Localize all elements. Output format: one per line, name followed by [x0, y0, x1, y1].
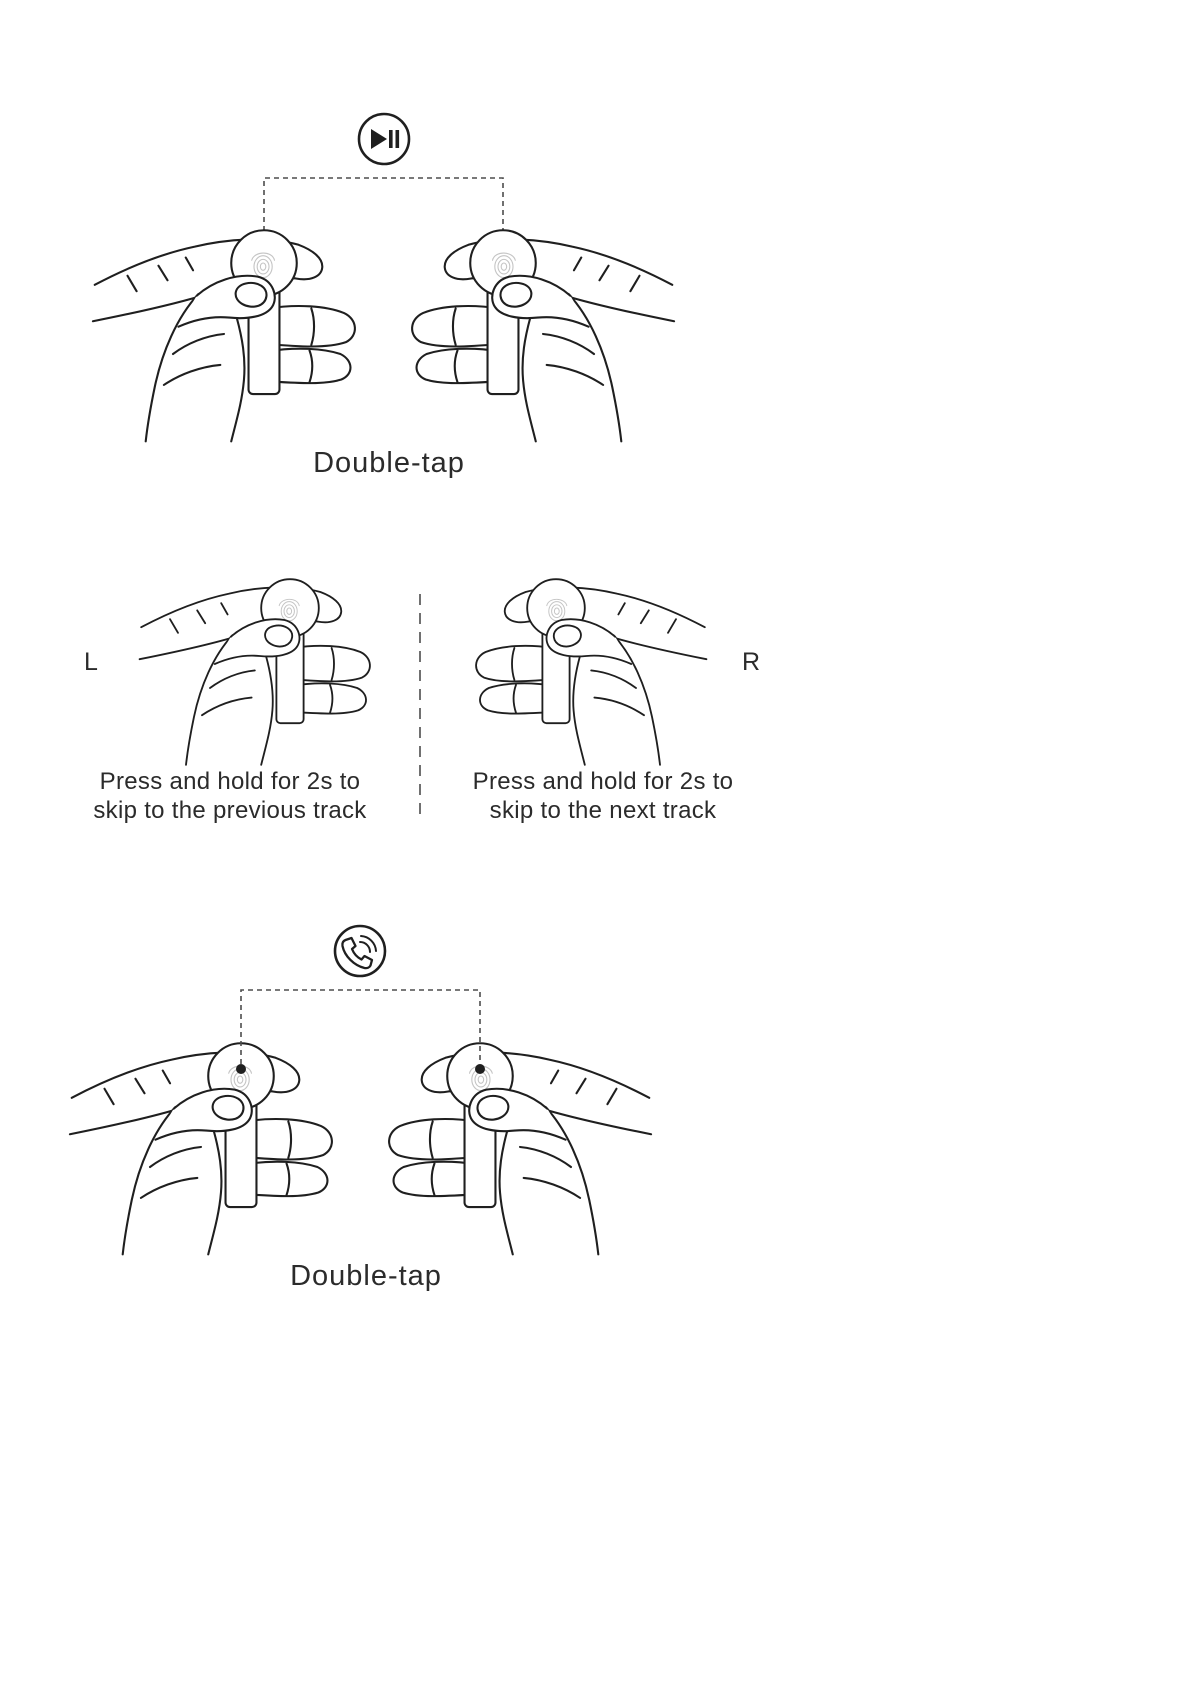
dashed-guide-line	[264, 178, 503, 231]
left-hand-holding-earbud	[140, 579, 370, 765]
play-triangle	[371, 129, 387, 149]
right-hand-holding-earbud	[412, 230, 674, 441]
pause-bar	[396, 130, 400, 148]
previous-track-caption-line2: skip to the previous track	[93, 797, 367, 824]
left-side-label: L	[84, 648, 98, 676]
next-track-caption-line2: skip to the next track	[489, 797, 717, 824]
phone-call-icon	[335, 926, 385, 976]
phone-handset	[342, 938, 372, 968]
dashed-guide-line	[241, 990, 480, 1064]
gesture-label: Double-tap	[313, 447, 465, 479]
play-pause-icon	[359, 114, 409, 164]
play-pause-section	[93, 114, 674, 479]
track-skip-section	[84, 579, 760, 824]
touch-point-dot	[475, 1064, 485, 1074]
touch-point-dot	[236, 1064, 246, 1074]
left-hand-holding-earbud	[93, 230, 355, 441]
next-track-caption-line1: Press and hold for 2s to	[472, 768, 734, 795]
pause-bar	[389, 130, 393, 148]
sound-wave-inner	[360, 942, 370, 952]
previous-track-caption-line1: Press and hold for 2s to	[99, 768, 361, 795]
right-hand-holding-earbud	[476, 579, 706, 765]
gesture-label: Double-tap	[290, 1260, 442, 1292]
left-hand-holding-earbud	[70, 1043, 332, 1254]
right-side-label: R	[742, 648, 761, 676]
phone-call-icon-ring	[335, 926, 385, 976]
right-hand-holding-earbud	[389, 1043, 651, 1254]
call-section	[70, 926, 651, 1292]
